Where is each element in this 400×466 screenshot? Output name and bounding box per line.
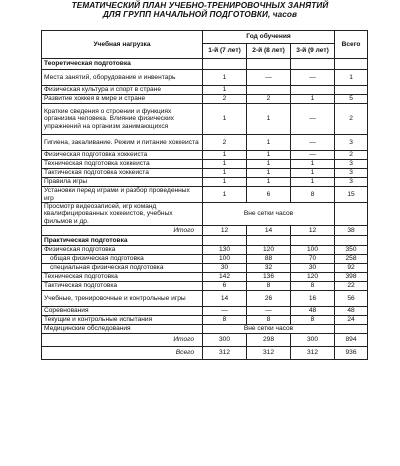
- year-2-cell: 298: [247, 334, 291, 347]
- year-1-cell: 14: [203, 291, 247, 307]
- empty-cell: [203, 236, 247, 246]
- row-label: Медицинские обследования: [42, 325, 203, 334]
- total-cell: 2: [335, 104, 368, 135]
- table-row: [42, 307, 368, 316]
- empty-cell: [247, 236, 291, 246]
- span-cell: Вне сетки часов: [203, 325, 335, 334]
- row-label: Правила игры: [42, 178, 203, 187]
- year-3-cell: 1: [291, 178, 335, 187]
- year-2-cell: 26: [247, 291, 291, 307]
- year-2-cell: 1: [247, 178, 291, 187]
- total-cell: 894: [335, 334, 368, 347]
- row-label: Физическая подготовка хоккеиста: [42, 151, 203, 160]
- row-label: Соревнования: [42, 307, 203, 316]
- document-title: [0, 1, 400, 19]
- row-label: Итого: [42, 226, 203, 236]
- row-label: специальная физическая подготовка: [42, 264, 203, 273]
- total-cell: 3: [335, 169, 368, 178]
- year-3-cell: 16: [291, 291, 335, 307]
- total-cell: 2: [335, 151, 368, 160]
- empty-cell: [203, 59, 247, 70]
- year-1-cell: 1: [203, 178, 247, 187]
- table-row: [42, 334, 368, 347]
- total-cell: 936: [335, 347, 368, 360]
- year-1-cell: 2: [203, 95, 247, 104]
- table-row: [42, 291, 368, 307]
- year-3-cell: 70: [291, 255, 335, 264]
- table-row: [42, 95, 368, 104]
- year-3-cell: 312: [291, 347, 335, 360]
- total-cell: 3: [335, 135, 368, 151]
- row-label: Краткие сведения о строении и функциях организма человека. Влияние физических упражнений на организм занимающихся: [42, 104, 203, 135]
- title-unit: часов: [272, 10, 298, 19]
- year-3-cell: 12: [291, 226, 335, 236]
- row-label: Физическая культура и спорт в стране: [42, 86, 203, 95]
- total-cell: 15: [335, 187, 368, 203]
- year-3-cell: 1: [291, 160, 335, 169]
- year-3-cell: 300: [291, 334, 335, 347]
- table-row: [42, 70, 368, 86]
- year-1-cell: 1: [203, 70, 247, 86]
- year-3-cell: 8: [291, 282, 335, 291]
- study-plan-table: [41, 30, 368, 360]
- table-row: [42, 104, 368, 135]
- year-2-cell: [247, 86, 291, 95]
- year-3-cell: —: [291, 135, 335, 151]
- table-row: [42, 273, 368, 282]
- table-row: [42, 246, 368, 255]
- total-cell: 350: [335, 246, 368, 255]
- year-2-cell: —: [247, 307, 291, 316]
- year-1-cell: 1: [203, 169, 247, 178]
- year-3-cell: [291, 86, 335, 95]
- row-label: Текущие и контрольные испытания: [42, 316, 203, 325]
- table-row: [42, 187, 368, 203]
- row-label: Гигиена, закаливание. Режим и питание хоккеиста: [42, 135, 203, 151]
- row-label: Учебные, тренировочные и контрольные игры: [42, 291, 203, 307]
- title-line-2: [0, 10, 400, 19]
- empty-cell: [335, 203, 368, 226]
- year-3-cell: 8: [291, 187, 335, 203]
- year-3-cell: —: [291, 104, 335, 135]
- row-label: Места занятий, оборудование и инвентарь: [42, 70, 203, 86]
- row-label: Практическая подготовка: [42, 236, 203, 246]
- total-cell: 3: [335, 178, 368, 187]
- year-1-cell: 12: [203, 226, 247, 236]
- year-3-cell: 8: [291, 316, 335, 325]
- total-cell: 398: [335, 273, 368, 282]
- year-1-cell: 100: [203, 255, 247, 264]
- row-label: общая физическая подготовка: [42, 255, 203, 264]
- table-row: [42, 203, 368, 226]
- year-2-cell: 1: [247, 104, 291, 135]
- row-label: Развитие хоккея в мире и стране: [42, 95, 203, 104]
- year-2-cell: 1: [247, 160, 291, 169]
- row-label: Тактическая подготовка: [42, 282, 203, 291]
- year-3-cell: 1: [291, 95, 335, 104]
- year-3-cell: —: [291, 151, 335, 160]
- year-3-cell: 30: [291, 264, 335, 273]
- table-row: [42, 178, 368, 187]
- year-2-cell: 14: [247, 226, 291, 236]
- year-2-cell: 120: [247, 246, 291, 255]
- row-label: Теоретическая подготовка: [42, 59, 203, 70]
- year-2-cell: 1: [247, 169, 291, 178]
- title-line-1: ТЕМАТИЧЕСКИЙ ПЛАН УЧЕБНО-ТРЕНИРОВОЧНЫХ ЗАНЯТИЙ: [71, 1, 329, 10]
- title-line-2-text: ДЛЯ ГРУПП НАЧАЛЬНОЙ ПОДГОТОВКИ,: [102, 10, 271, 19]
- table-row: [42, 236, 368, 246]
- row-label: Техническая подготовка хоккеиста: [42, 160, 203, 169]
- empty-cell: [291, 236, 335, 246]
- table-row: [42, 86, 368, 95]
- row-label: Техническая подготовка: [42, 273, 203, 282]
- row-label: Установки перед играми и разбор проведенных игр: [42, 187, 203, 203]
- table-row: [42, 135, 368, 151]
- year-2-cell: 88: [247, 255, 291, 264]
- year-1-cell: 300: [203, 334, 247, 347]
- year-3-cell: 48: [291, 307, 335, 316]
- empty-cell: [335, 325, 368, 334]
- year-1-cell: 142: [203, 273, 247, 282]
- total-cell: 38: [335, 226, 368, 236]
- year-3-cell: 1: [291, 169, 335, 178]
- total-cell: 22: [335, 282, 368, 291]
- total-cell: 48: [335, 307, 368, 316]
- total-cell: 24: [335, 316, 368, 325]
- year-1-cell: 1: [203, 104, 247, 135]
- year-2-cell: 32: [247, 264, 291, 273]
- header-year-2: 2-й (8 лет): [247, 44, 291, 59]
- row-label: Итого: [42, 334, 203, 347]
- table-row: [42, 255, 368, 264]
- year-1-cell: 1: [203, 160, 247, 169]
- total-cell: 1: [335, 70, 368, 86]
- empty-cell: [335, 59, 368, 70]
- total-cell: 56: [335, 291, 368, 307]
- total-cell: 258: [335, 255, 368, 264]
- year-2-cell: —: [247, 70, 291, 86]
- total-cell: 5: [335, 95, 368, 104]
- empty-cell: [291, 59, 335, 70]
- header-year: Год обучения: [203, 31, 335, 44]
- table-row: [42, 316, 368, 325]
- table-row: [42, 347, 368, 360]
- header-year-3: 3-й (9 лет): [291, 44, 335, 59]
- row-label: Тактическая подготовка хоккеиста: [42, 169, 203, 178]
- total-cell: 3: [335, 160, 368, 169]
- year-3-cell: 120: [291, 273, 335, 282]
- year-2-cell: 1: [247, 135, 291, 151]
- table-row: [42, 264, 368, 273]
- year-1-cell: 30: [203, 264, 247, 273]
- year-1-cell: 1: [203, 86, 247, 95]
- year-2-cell: 6: [247, 187, 291, 203]
- year-1-cell: 312: [203, 347, 247, 360]
- table-row: [42, 151, 368, 160]
- header-load: Учебная нагрузка: [42, 31, 203, 59]
- year-2-cell: 312: [247, 347, 291, 360]
- total-cell: 92: [335, 264, 368, 273]
- row-label: Просмотр видеозаписей, игр команд квалифицированных хоккеистов, учебных фильмов и др.: [42, 203, 203, 226]
- table-row: [42, 59, 368, 70]
- row-label: Всего: [42, 347, 203, 360]
- year-2-cell: 8: [247, 316, 291, 325]
- header-total: Всего: [335, 31, 368, 59]
- empty-cell: [247, 59, 291, 70]
- span-cell: Вне сетки часов: [203, 203, 335, 226]
- year-3-cell: —: [291, 70, 335, 86]
- year-2-cell: 136: [247, 273, 291, 282]
- table-row: [42, 226, 368, 236]
- empty-cell: [335, 236, 368, 246]
- table-row: [42, 282, 368, 291]
- year-1-cell: 130: [203, 246, 247, 255]
- header-year-1: 1-й (7 лет): [203, 44, 247, 59]
- table-row: [42, 160, 368, 169]
- year-1-cell: 6: [203, 282, 247, 291]
- table-body: [42, 59, 368, 360]
- year-1-cell: 1: [203, 151, 247, 160]
- row-label: Физическая подготовка: [42, 246, 203, 255]
- year-1-cell: —: [203, 307, 247, 316]
- year-2-cell: 1: [247, 151, 291, 160]
- year-2-cell: 8: [247, 282, 291, 291]
- table-row: [42, 325, 368, 334]
- year-1-cell: 2: [203, 135, 247, 151]
- year-3-cell: 100: [291, 246, 335, 255]
- table-row: [42, 169, 368, 178]
- total-cell: [335, 86, 368, 95]
- year-1-cell: 1: [203, 187, 247, 203]
- year-2-cell: 2: [247, 95, 291, 104]
- year-1-cell: 8: [203, 316, 247, 325]
